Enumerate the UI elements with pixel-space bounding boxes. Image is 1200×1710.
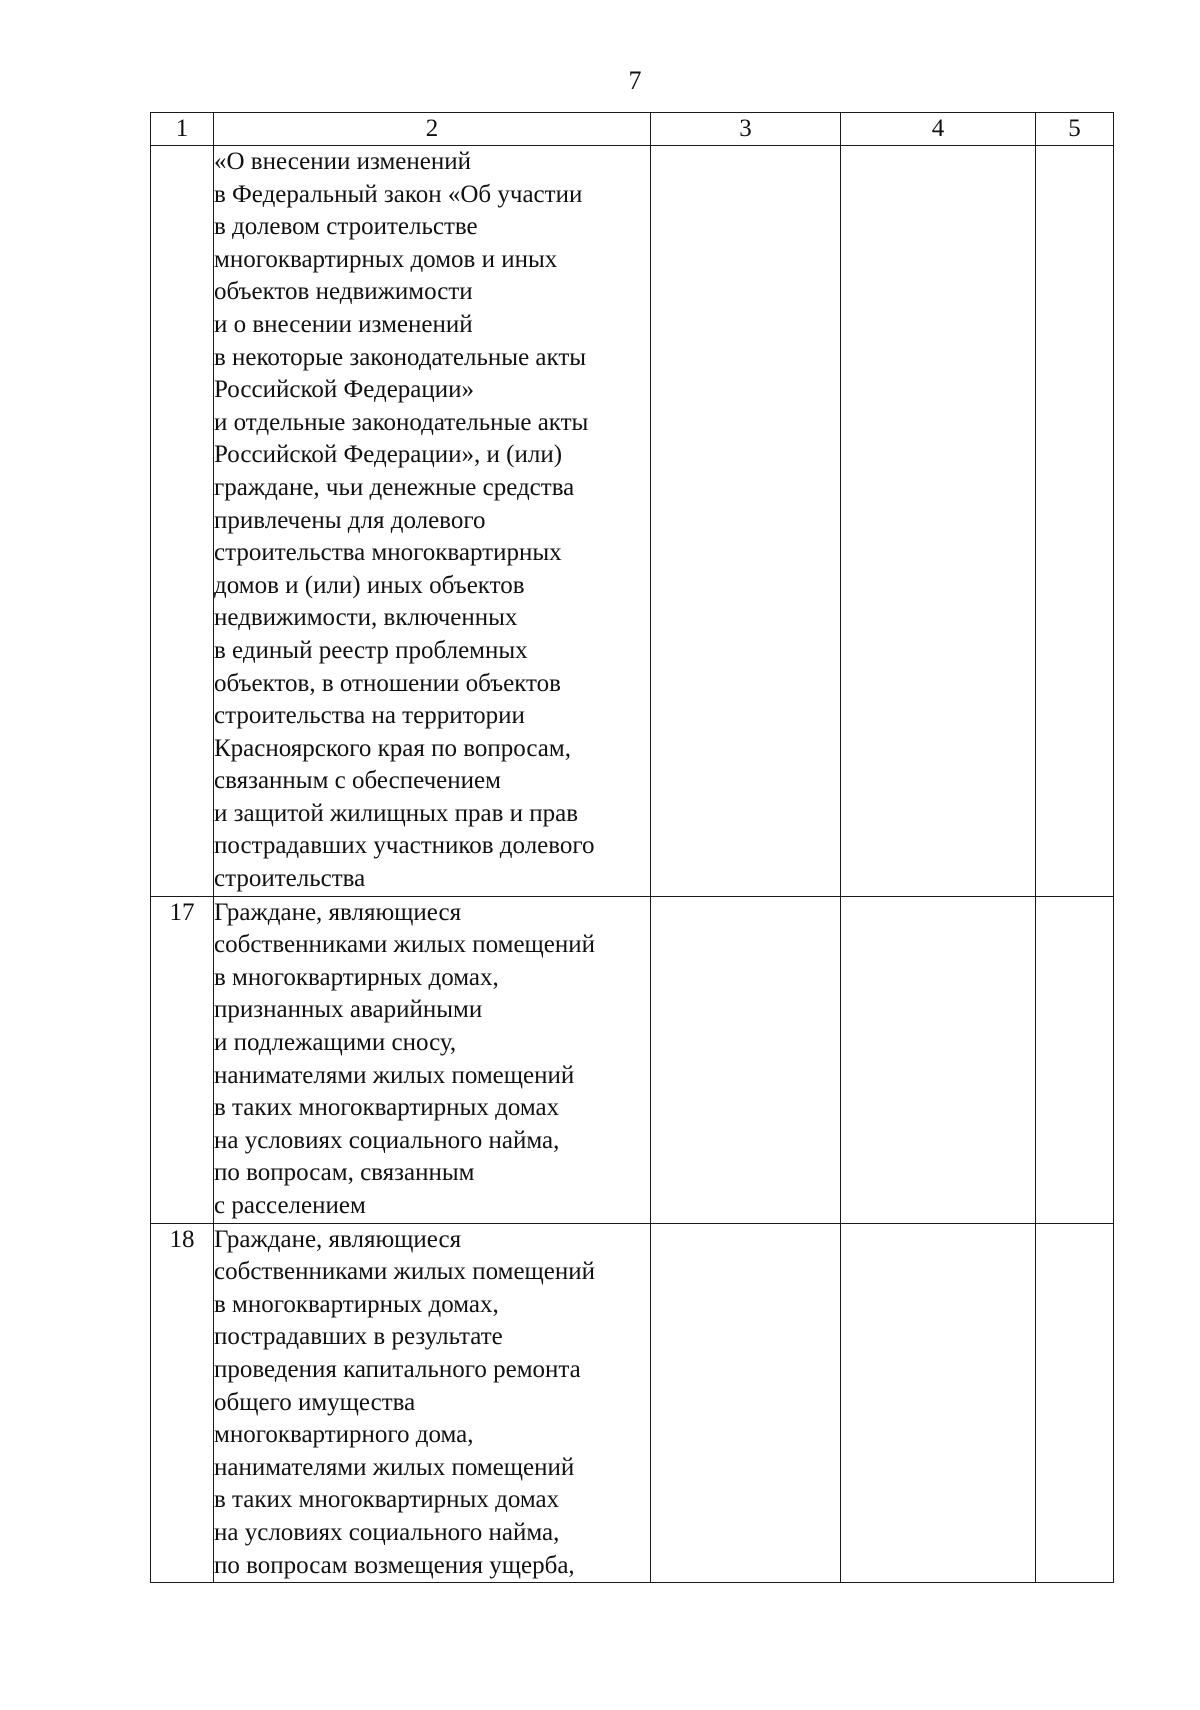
row-cell-4 (841, 1223, 1036, 1583)
row-description: «О внесении изменений в Федеральный закон «Об участии в долевом строительстве многоквартирных домов и иных объектов недвижимости и о внесении изменений в некоторые законодательные акты Российской Федерации» и отдельные законодательные акты Российской Федерации», и (или) граждане, чьи денежные средства привлечены для долевого строительства многоквартирных домов и (или) иных объектов недвижимости, включенных в единый реестр проблемных объектов, в отношении объектов строительства на территории Красноярского края по вопросам, связанным с обеспечением и защитой жилищных прав и прав пострадавших участников долевого строительства (214, 146, 651, 897)
row-cell-5 (1036, 896, 1114, 1223)
header-col-2: 2 (214, 113, 651, 146)
header-col-3: 3 (651, 113, 841, 146)
row-number (151, 146, 214, 897)
row-number: 17 (151, 896, 214, 1223)
table-header-row (151, 113, 1114, 146)
row-cell-4 (841, 896, 1036, 1223)
row-number: 18 (151, 1223, 214, 1583)
document-table (150, 112, 1114, 1583)
row-description: Граждане, являющиеся собственниками жилых помещений в многоквартирных домах, пострадавших в результате проведения капитального ремонта общего имущества многоквартирного дома, нанимателями жилых помещений в таких многоквартирных домах на условиях социального найма, по вопросам возмещения ущерба, (214, 1223, 651, 1583)
table-row (151, 146, 1114, 897)
page-number: 7 (628, 66, 642, 95)
row-cell-3 (651, 896, 841, 1223)
table-row (151, 896, 1114, 1223)
header-col-5: 5 (1036, 113, 1114, 146)
row-description: Граждане, являющиеся собственниками жилых помещений в многоквартирных домах, признанных аварийными и подлежащими сносу, нанимателями жилых помещений в таких многоквартирных домах на условиях социального найма, по вопросам, связанным с расселением (214, 896, 651, 1223)
row-cell-3 (651, 146, 841, 897)
row-cell-3 (651, 1223, 841, 1583)
row-cell-5 (1036, 1223, 1114, 1583)
row-cell-5 (1036, 146, 1114, 897)
header-col-1: 1 (151, 113, 214, 146)
row-cell-4 (841, 146, 1036, 897)
header-col-4: 4 (841, 113, 1036, 146)
table-row (151, 1223, 1114, 1583)
